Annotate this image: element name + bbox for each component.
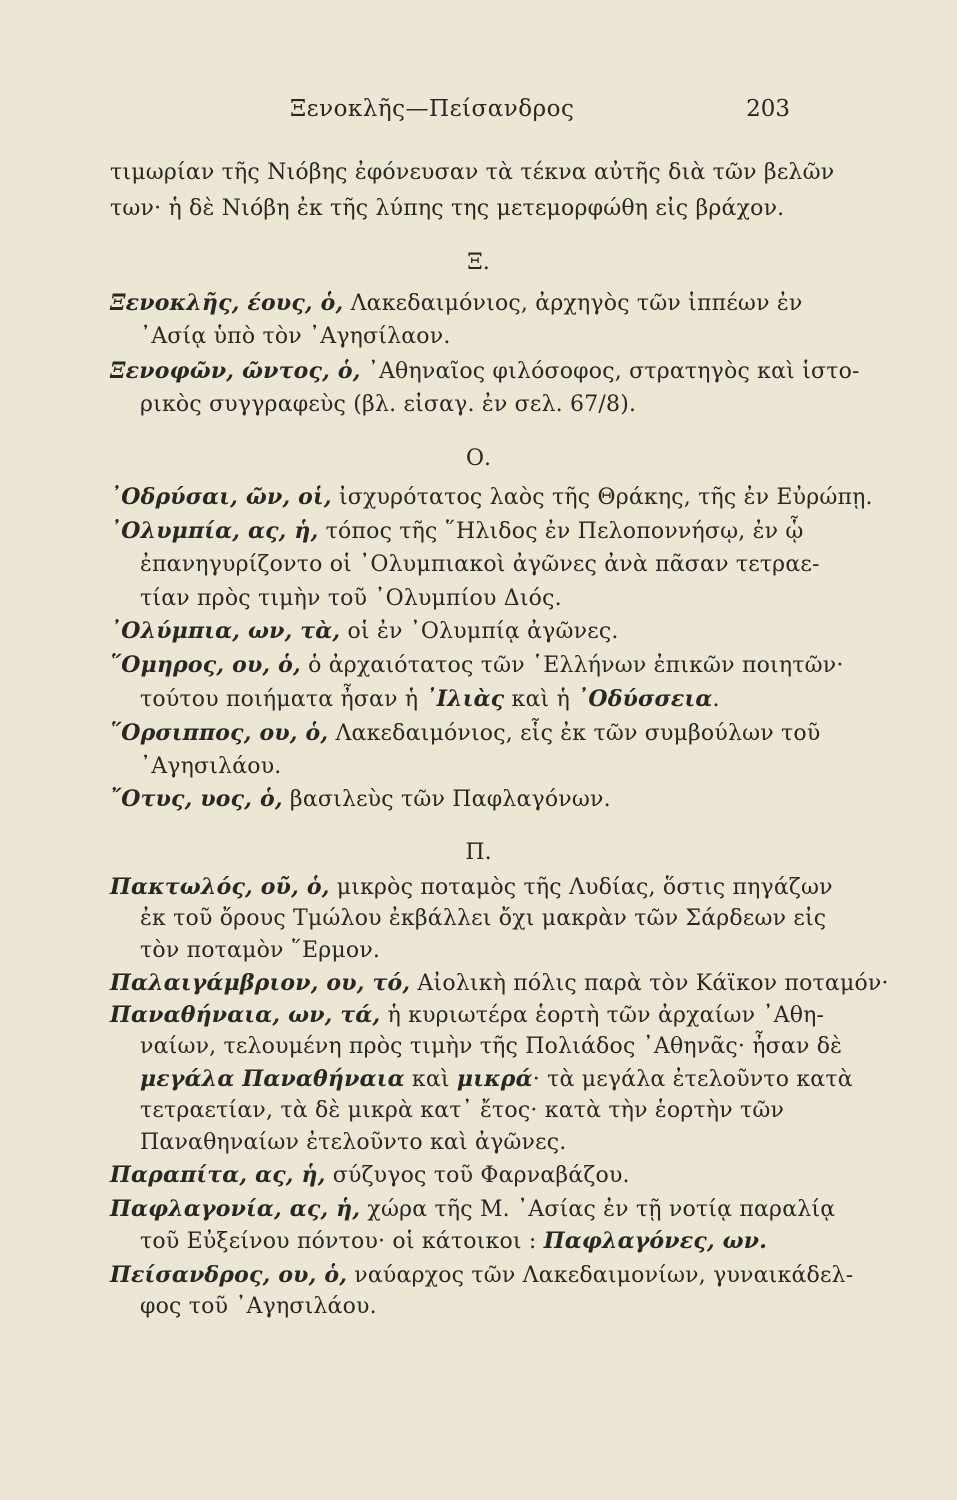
entry-panathenaia [110, 1002, 825, 1028]
entry-peisandros [110, 1262, 854, 1288]
intro-line: των· ἡ δὲ Νιόβη ἐκ τῆς λύπης της μετεμορφώθη εἰς βράχον. [110, 196, 785, 221]
entry-text: ἰσχυρότατος λαὸς τῆς Θράκης, τῆς ἐν Εὐρώπῃ. [331, 485, 873, 510]
headword: ῎Οτυς, υος, ὁ, [110, 786, 283, 812]
entry-paktolos [110, 874, 833, 900]
entry-continuation [140, 1228, 785, 1254]
emphasis: Παφλαγόνες, ων. [543, 1228, 768, 1254]
entry-text: τοῦ Εὐξείνου πόντου· οἱ κάτοικοι : [140, 1229, 544, 1254]
headword: ᾿Ολυμπία, ας, ἡ, [110, 518, 319, 544]
entry-continuation: ἐπανηγυρίζοντο οἱ ᾿Ολυμπιακοὶ ἀγῶνες ἀνὰ πᾶσαν τετραε- [140, 552, 820, 577]
entry-continuation: ᾿Αγησιλάου. [140, 754, 282, 779]
entry-continuation: τὸν ποταμὸν ῞Ερμον. [140, 938, 381, 963]
entry-text: καὶ ἡ [504, 687, 578, 712]
entry-xenophon [110, 358, 860, 384]
header-title: Ξενοκλῆς—Πείσανδρος [290, 96, 575, 122]
entry-continuation: ναίων, τελουμένη πρὸς τιμὴν τῆς Πολιάδος ᾿Αθηνᾶς· ἦσαν δὲ [140, 1034, 843, 1059]
section-heading-pi: Π. [465, 840, 492, 865]
entry-otys [110, 786, 785, 812]
entry-continuation: ρικὸς συγγραφεὺς (βλ. εἰσαγ. ἐν σελ. 67/8). [140, 392, 637, 417]
entry-palaigambrion [110, 970, 889, 996]
entry-olympia-plural [110, 618, 785, 644]
section-heading-xi: Ξ. [467, 250, 490, 275]
headword: Παφλαγονία, ας, ἡ, [110, 1196, 361, 1222]
entry-text: ναύαρχος τῶν Λακεδαιμονίων, γυναικάδελ- [347, 1263, 854, 1288]
headword: ῞Ορσιππος, ου, ὁ, [110, 720, 329, 746]
entry-text: · τὰ μεγάλα ἐτελοῦντο κατὰ [532, 1067, 853, 1092]
entry-orsippos [110, 720, 821, 746]
emphasis: μεγάλα Παναθήναια [140, 1066, 405, 1092]
entry-text: Λακεδαιμόνιος, εἷς ἐκ τῶν συμβούλων τοῦ [328, 721, 821, 746]
entry-paphlagonia [110, 1196, 836, 1222]
section-heading-omicron: Ο. [465, 446, 492, 471]
entry-text: σύζυγος τοῦ Φαρναβάζου. [325, 1163, 630, 1188]
entry-olympia [110, 518, 804, 544]
headword: Πακτωλός, οῦ, ὁ, [110, 874, 330, 900]
headword: ᾿Οδρύσαι, ῶν, οἱ, [110, 484, 332, 510]
entry-text: χώρα τῆς Μ. ᾿Ασίας ἐν τῇ νοτίᾳ παραλίᾳ [360, 1197, 836, 1222]
emphasis: μικρά [456, 1066, 533, 1092]
entry-continuation: ᾿Ασίᾳ ὑπὸ τὸν ᾿Αγησίλαον. [140, 324, 451, 349]
headword: Παραπίτα, ας, ἡ, [110, 1162, 326, 1188]
intro-line: τιμωρίαν τῆς Νιόβης ἐφόνευσαν τὰ τέκνα αὐτῆς διὰ τῶν βελῶν [110, 160, 835, 185]
entry-continuation: ἐκ τοῦ ὄρους Τμώλου ἐκβάλλει ὄχι μακρὰν τῶν Σάρδεων εἰς [140, 906, 827, 931]
entry-text: οἱ ἐν ᾿Ολυμπίᾳ ἀγῶνες. [340, 619, 619, 644]
entry-text: μικρὸς ποταμὸς τῆς Λυδίας, ὅστις πηγάζων [329, 875, 833, 900]
entry-omeros [110, 652, 844, 678]
headword: Παλαιγάμβριον, ου, τό, [110, 970, 411, 996]
headword: ῞Ομηρος, ου, ὁ, [110, 652, 301, 678]
work-title: ᾿Ιλιὰς [425, 686, 505, 712]
entry-continuation: τετραετίαν, τὰ δὲ μικρὰ κατ᾿ ἔτος· κατὰ τὴν ἑορτὴν τῶν [140, 1098, 785, 1123]
entry-continuation: Παναθηναίων ἐτελοῦντο καὶ ἀγῶνες. [140, 1130, 567, 1155]
entry-odrysai [110, 484, 873, 510]
work-title: ᾿Οδύσσεια [577, 686, 713, 712]
entry-xenokles [110, 290, 803, 316]
entry-text: ᾿Αθηναῖος φιλόσοφος, στρατηγὸς καὶ ἱστο- [360, 359, 860, 384]
entry-text: Λακεδαιμόνιος, ἀρχηγὸς τῶν ἱππέων ἐν [343, 291, 803, 316]
entry-continuation: φος τοῦ ᾿Αγησιλάου. [140, 1294, 377, 1319]
entry-text: καὶ [404, 1067, 457, 1092]
entry-continuation [140, 686, 785, 712]
headword: Πείσανδρος, ου, ὁ, [110, 1262, 348, 1288]
entry-text: Αἰολικὴ πόλις παρὰ τὸν Κάϊκον ποταμόν· [410, 971, 889, 996]
entry-text: . [712, 687, 720, 712]
entry-continuation [140, 1066, 853, 1092]
entry-continuation: τίαν πρὸς τιμὴν τοῦ ᾿Ολυμπίου Διός. [140, 586, 562, 611]
running-header [110, 96, 790, 136]
entry-parapita [110, 1162, 785, 1188]
entry-text: τόπος τῆς ῞Ηλιδος ἐν Πελοποννήσῳ, ἐν ᾧ [318, 519, 804, 544]
entry-text: βασιλεὺς τῶν Παφλαγόνων. [282, 787, 611, 812]
headword: Παναθήναια, ων, τά, [110, 1002, 381, 1028]
headword: Ξενοφῶν, ῶντος, ὁ, [110, 358, 361, 384]
entry-text: ὁ ἀρχαιότατος τῶν ῾Ελλήνων ἐπικῶν ποιητῶν· [300, 653, 844, 678]
entry-text: ἡ κυριωτέρα ἑορτὴ τῶν ἀρχαίων ᾿Αθη- [380, 1003, 825, 1028]
page-number: 203 [746, 96, 790, 122]
headword: Ξενοκλῆς, έους, ὁ, [110, 290, 344, 316]
entry-text: τούτου ποιήματα ἦσαν ἡ [140, 687, 426, 712]
headword: ᾿Ολύμπια, ων, τὰ, [110, 618, 341, 644]
